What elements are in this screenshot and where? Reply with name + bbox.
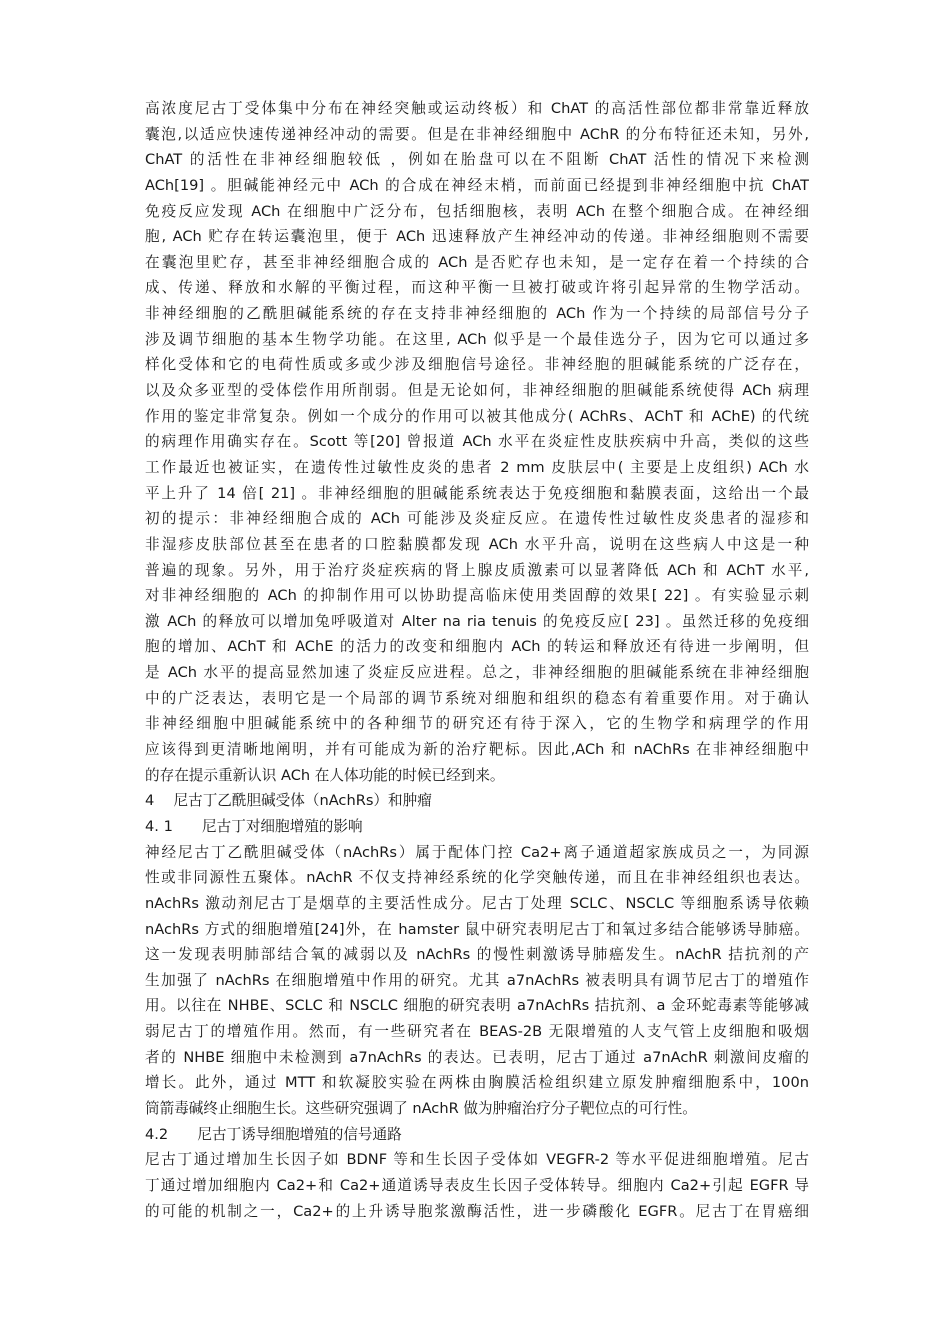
- text-line: 这一发现表明肺部结合氧的减弱以及 nAchRs 的慢性刺激诱导肺癌发生。nAchR 拮抗剂的产: [145, 946, 809, 964]
- text-line: 胞, ACh 贮存在转运囊泡里，便于 ACh 迅速释放产生神经冲动的传递。非神经细胞则不需要: [145, 228, 809, 246]
- text-line: 的病理作用确实存在。Scott 等[20] 曾报道 ACh 水平在炎症性皮肤疾病中升高，类似的这些: [145, 433, 809, 451]
- text-line: nAchRs 方式的细胞增殖[24]外，在 hamster 鼠中研究表明尼古丁和氧过多结合能够诱导肺癌。: [145, 920, 809, 938]
- text-line: nAchRs 激动剂尼古丁是烟草的主要活性成分。尼古丁处理 SCLC、NSCLC 等细胞系诱导依赖: [145, 894, 809, 912]
- text-line: 囊泡,以适应快速传递神经冲动的需要。但是在非神经细胞中 AChR 的分布特征还未知，另外,: [145, 125, 809, 143]
- text-line: 非神经细胞的乙酰胆碱能系统的存在支持非神经细胞的 ACh 作为一个持续的局部信号分子: [145, 305, 809, 323]
- text-line: 用。以往在 NHBE、SCLC 和 NSCLC 细胞的研究表明 a7nAchRs 拮抗剂、a 金环蛇毒素等能够减: [145, 997, 809, 1015]
- section-heading: [145, 788, 809, 814]
- text-line: 免疫反应发现 ACh 在细胞中广泛分布，包括细胞核，表明 ACh 在整个细胞合成。在神经细: [145, 202, 809, 220]
- text-line: 胞的增加、AChT 和 AChE 的活力的改变和细胞内 ACh 的转运和释放还有待进一步阐明，但: [145, 638, 809, 656]
- text-line: 筒箭毒碱终止细胞生长。这些研究强调了 nAchR 做为肿瘤治疗分子靶位点的可行性。: [145, 1099, 697, 1117]
- heading-text: 4.2 尼古丁诱导细胞增殖的信号通路: [145, 1125, 402, 1143]
- heading-text: 4. 1 尼古丁对细胞增殖的影响: [145, 817, 363, 835]
- text-line: 成、传递、释放和水解的平衡过程，而这种平衡一旦被打破或许将引起异常的生物学活动。: [145, 279, 809, 297]
- paragraph: [145, 1147, 809, 1224]
- text-line: 性或非同源性五聚体。nAchR 不仅支持神经系统的化学突触传递，而且在非神经组织也表达。: [145, 869, 809, 887]
- text-line: 生加强了 nAchRs 在细胞增殖中作用的研究。尤其 a7nAchRs 被表明具有调节尼古丁的增殖作: [145, 971, 809, 989]
- text-line: 神经尼古丁乙酰胆碱受体（nAchRs）属于配体门控 Ca2+离子通道超家族成员之一，为同源: [145, 843, 809, 861]
- document-body: [145, 96, 809, 1224]
- text-line: 平上升了 14 倍[ 21] 。非神经细胞的胆碱能系统表达于免疫细胞和黏膜表面，这给出一个最: [145, 484, 809, 502]
- text-line: 尼古丁通过增加生长因子如 BDNF 等和生长因子受体如 VEGFR-2 等水平促进细胞增殖。尼古: [145, 1151, 809, 1169]
- text-line: 初的提示：非神经细胞合成的 ACh 可能涉及炎症反应。在遗传性过敏性皮炎患者的湿疹和: [145, 510, 809, 528]
- text-line: 的存在提示重新认识 ACh 在人体功能的时候已经到来。: [145, 766, 505, 784]
- text-line: 弱尼古丁的增殖作用。然而，有一些研究者在 BEAS-2B 无限增殖的人支气管上皮细胞和吸烟: [145, 1023, 809, 1041]
- text-line: 样化受体和它的电荷性质或多或少涉及细胞信号途径。非神经胞的胆碱能系统的广泛存在，: [145, 356, 809, 374]
- text-line: 激 ACh 的释放可以增加兔呼吸道对 Alter na ria tenuis 的免疫反应[ 23] 。虽然迁移的免疫细: [145, 612, 809, 630]
- text-line: 工作最近也被证实，在遗传性过敏性皮炎的患者 2 mm 皮肤层中( 主要是上皮组织) ACh 水: [145, 458, 809, 476]
- text-line: 非神经细胞中胆碱能系统中的各种细节的研究还有待于深入，它的生物学和病理学的作用: [145, 715, 809, 733]
- text-line: 作用的鉴定非常复杂。例如一个成分的作用可以被其他成分( AChRs、AChT 和 AChE) 的代统: [145, 407, 809, 425]
- text-line: ChAT 的活性在非神经细胞较低 ，例如在胎盘可以在不阻断 ChAT 活性的情况下来检测: [145, 151, 809, 169]
- text-line: 高浓度尼古丁受体集中分布在神经突触或运动终板）和 ChAT 的高活性部位都非常靠近释放: [145, 100, 809, 117]
- section-heading: [145, 814, 809, 840]
- text-line: 中的广泛表达，表明它是一个局部的调节系统对细胞和组织的稳态有着重要作用。对于确认: [145, 689, 809, 707]
- text-line: 者的 NHBE 细胞中未检测到 a7nAchRs 的表达。已表明，尼古丁通过 a7nAchR 刺激间皮瘤的: [145, 1048, 809, 1066]
- text-line: 非湿疹皮肤部位甚至在患者的口腔黏膜都发现 ACh 水平升高，说明在这些病人中这是一种: [145, 535, 809, 553]
- text-line: ACh[19] 。胆碱能神经元中 ACh 的合成在神经末梢，而前面已经提到非神经细胞中抗 ChAT: [145, 176, 809, 194]
- text-line: 以及众多亚型的受体偿作用所削弱。但是无论如何，非神经细胞的胆碱能系统使得 ACh 病理: [145, 382, 809, 400]
- text-line: 对非神经细胞的 ACh 的抑制作用可以协助提高临床使用类固醇的效果[ 22] 。有实验显示刺: [145, 587, 809, 605]
- paragraph: [145, 840, 809, 1122]
- paragraph: [145, 96, 809, 788]
- text-line: 增长。此外，通过 MTT 和软凝胶实验在两株由胸膜活检组织建立原发肿瘤细胞系中，100n: [145, 1074, 809, 1092]
- text-line: 在囊泡里贮存，甚至非神经细胞合成的 ACh 是否贮存也未知，是一定存在着一个持续的合: [145, 253, 809, 271]
- section-heading: [145, 1122, 809, 1148]
- text-line: 应该得到更清晰地阐明，并有可能成为新的治疗靶标。因此,ACh 和 nAChRs 在非神经细胞中: [145, 741, 809, 759]
- text-line: 丁通过增加细胞内 Ca2+和 Ca2+通道诱导表皮生长因子受体转导。细胞内 Ca2+引起 EGFR 导: [145, 1176, 809, 1194]
- text-line: 涉及调节细胞的基本生物学功能。在这里, ACh 似乎是一个最佳选分子，因为它可以通过多: [145, 330, 809, 348]
- text-line: 普遍的现象。另外，用于治疗炎症疾病的肾上腺皮质激素可以显著降低 ACh 和 AChT 水平,: [145, 561, 809, 579]
- heading-text: 4 尼古丁乙酰胆碱受体（nAchRs）和肿瘤: [145, 792, 432, 810]
- text-line: 是 ACh 水平的提高显然加速了炎症反应进程。总之，非神经细胞的胆碱能系统在非神经细胞: [145, 664, 809, 682]
- text-line: 的可能的机制之一，Ca2+的上升诱导胞浆激酶活性，进一步磷酸化 EGFR。尼古丁在胃癌细: [145, 1202, 809, 1220]
